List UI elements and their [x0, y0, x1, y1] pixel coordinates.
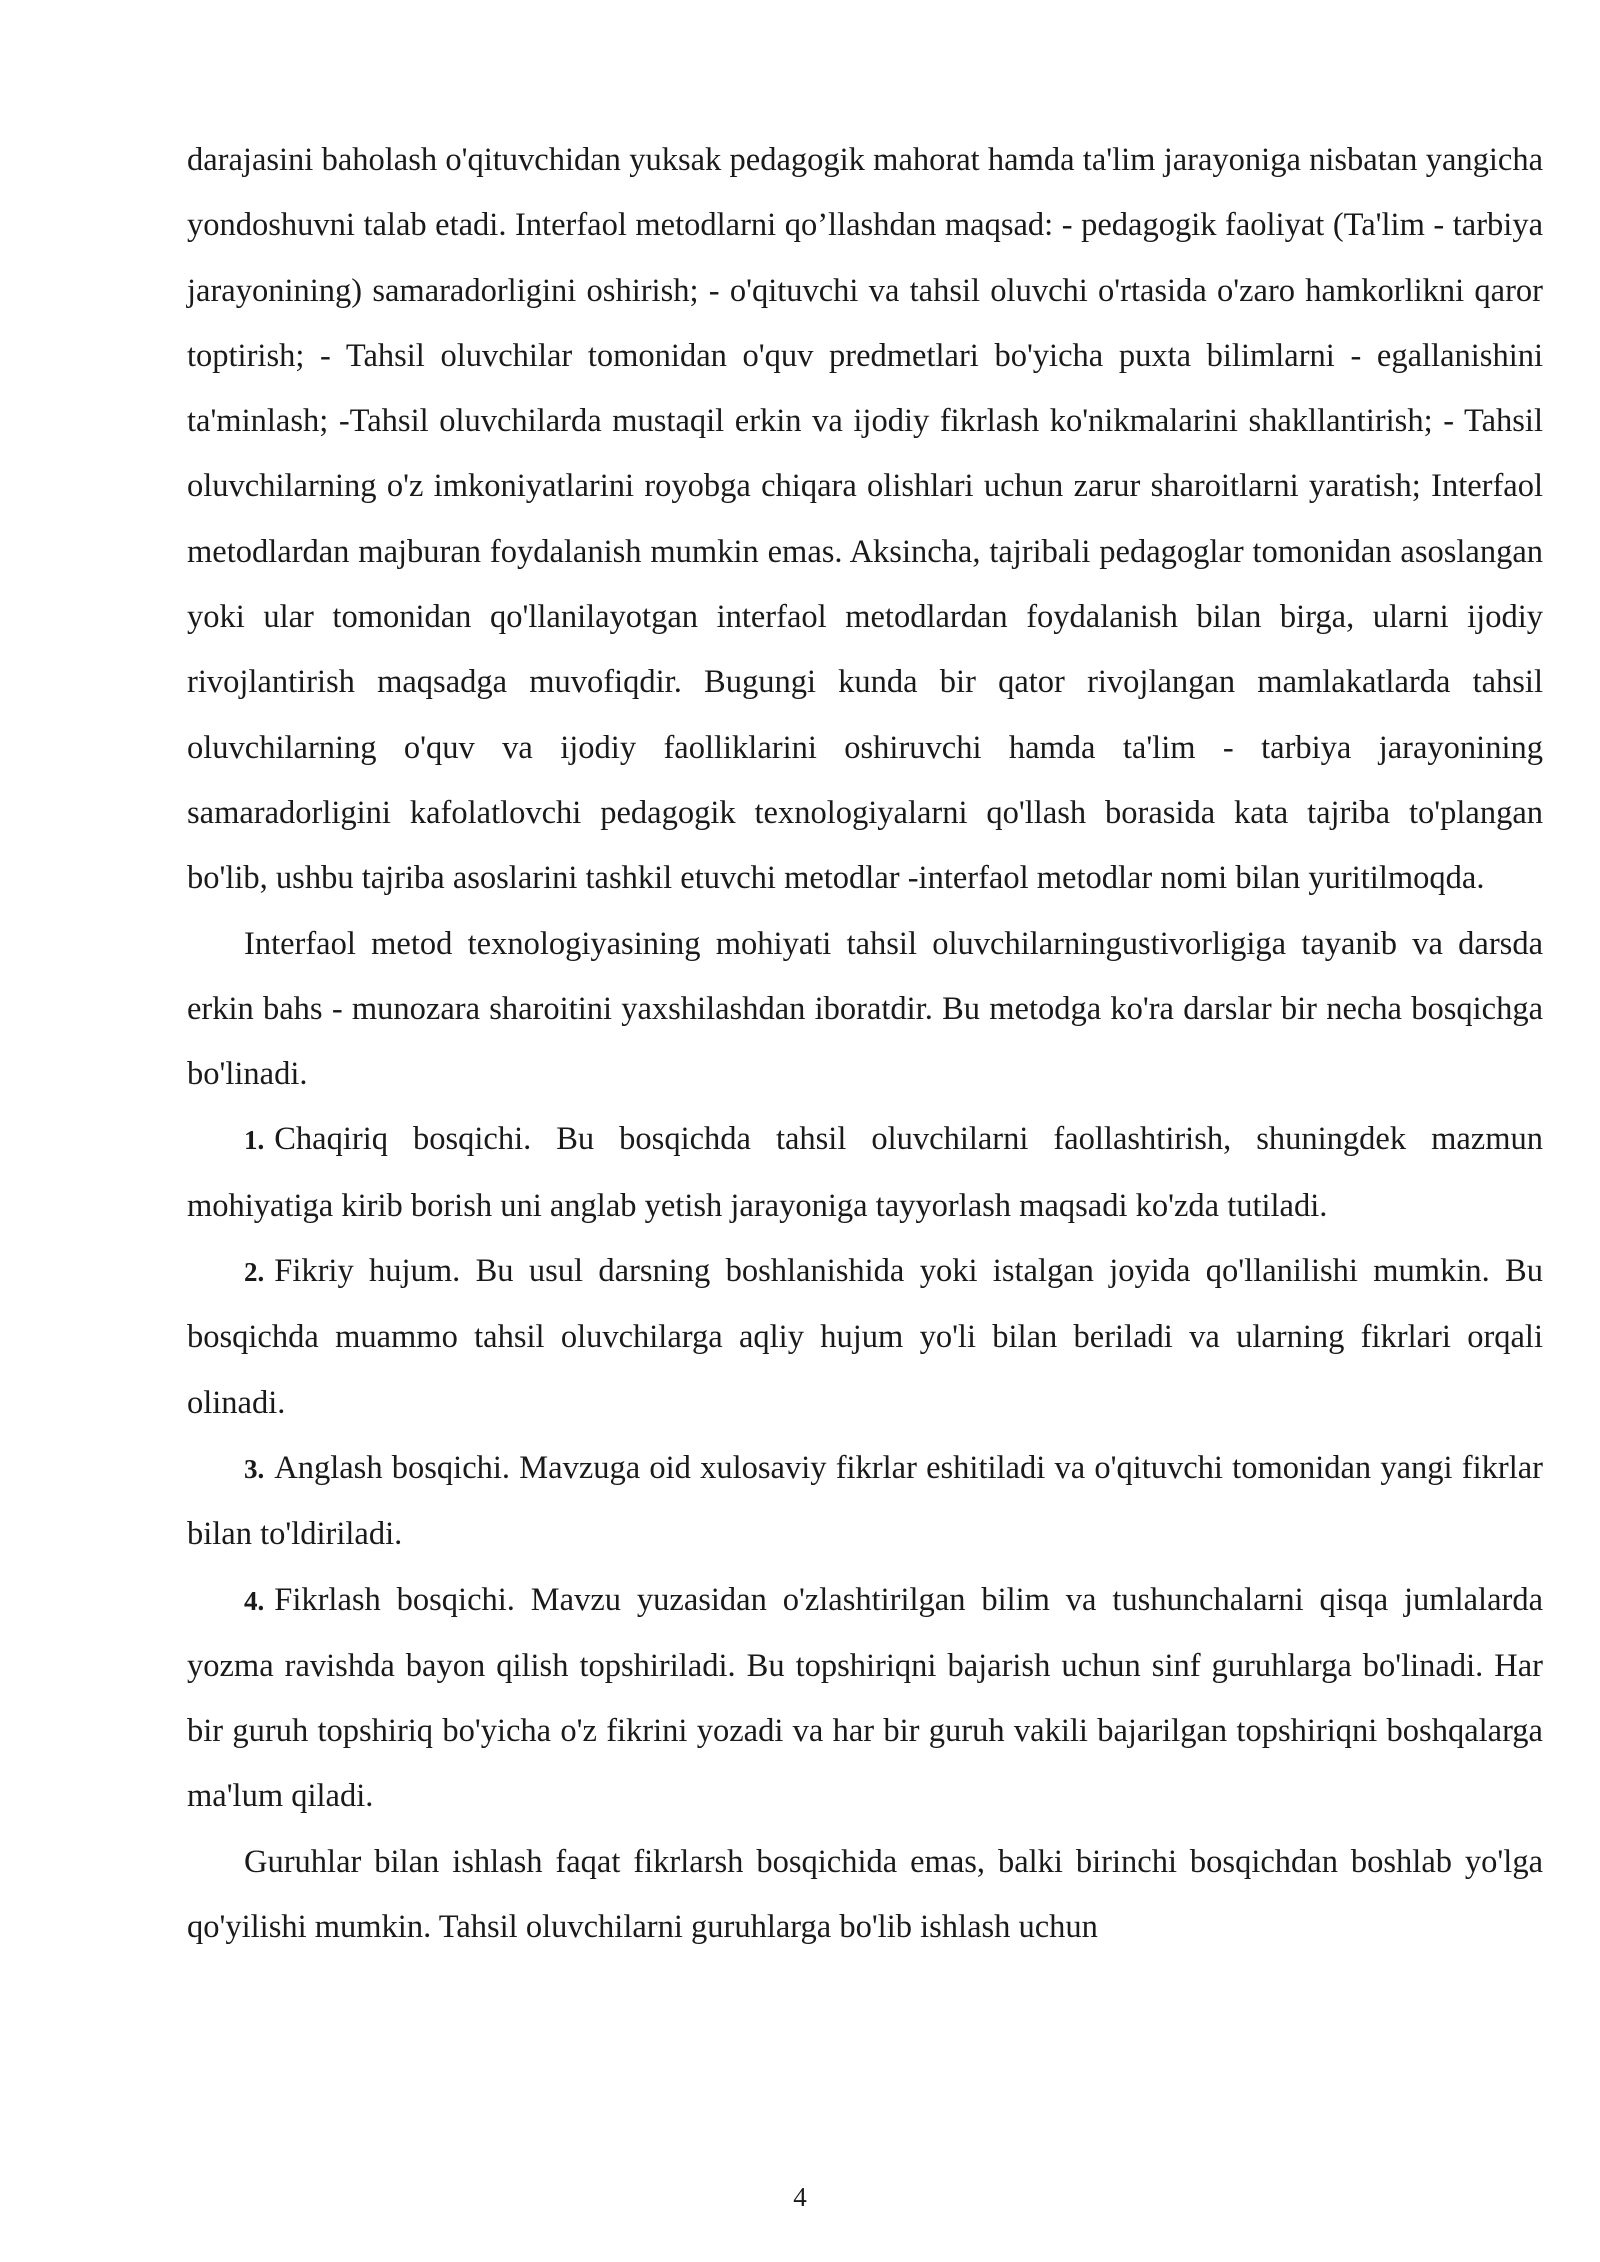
list-item — [187, 1436, 1543, 1568]
list-item — [187, 1107, 1543, 1239]
page-body — [187, 128, 1543, 1960]
list-item — [187, 1568, 1543, 1830]
list-item — [187, 1239, 1543, 1436]
list-item-number: 2. — [244, 1257, 265, 1288]
page-number: 4 — [793, 2182, 807, 2212]
list-item-text: Fikriy hujum. Bu usul darsning boshlanishida yoki istalgan joyida qo'llanilishi mumkin. Bu bosqichda muammo tahsil oluvchilarga aqliy hujum yo'li bilan beriladi va ularning fikrlari orqali olinadi. — [187, 1253, 1543, 1421]
list-item-number: 1. — [244, 1125, 265, 1156]
list-item-text: Chaqiriq bosqichi. Bu bosqichda tahsil oluvchilarni faollashtirish, shuningdek mazmun mohiyatiga kirib borish uni anglab yetish jarayoniga tayyorlash maqsadi ko'zda tutiladi. — [187, 1121, 1543, 1224]
list-item-number: 3. — [244, 1453, 265, 1484]
list-item-text: Anglash bosqichi. Mavzuga oid xulosaviy fikrlar eshitiladi va o'qituvchi tomonidan yangi fikrlar bilan to'ldiriladi. — [187, 1449, 1543, 1553]
paragraph-guruhlar: Guruhlar bilan ishlash faqat fikrlarsh bosqichida emas, balki birinchi bosqichdan boshlab yo'lga qo'yilishi mumkin. Tahsil oluvchilarni guruhlarga bo'lib ishlash uchun — [187, 1843, 1543, 1946]
list-item-number: 4. — [244, 1585, 265, 1616]
paragraph-interfaol-metod: Interfaol metod texnologiyasining mohiyati tahsil oluvchilarningustivorligiga tayanib va darsda erkin bahs - munozara sharoitini yaxshilashdan iboratdir. Bu metodga ko'ra darslar bir necha bosqichga bo'linadi. — [187, 925, 1543, 1093]
list-item-text: Fikrlash bosqichi. Mavzu yuzasidan o'zlashtirilgan bilim va tushunchalarni qisqa jumlalarda yozma ravishda bayon qilish topshiriladi. Bu topshiriqni bajarish uchun sinf guruhlarga bo'linadi. Har bir guruh topshiriq bo'yicha o'z fikrini yozadi va har bir guruh vakili bajarilgan topshiriqni boshqalarga ma'lum qiladi. — [187, 1581, 1543, 1815]
paragraph-continued: darajasini baholash o'qituvchidan yuksak pedagogik mahorat hamda ta'lim jarayoniga nisbatan yangicha yondoshuvni talab etadi. Interfaol metodlarni qo’llashdan maqsad: - pedagogik faoliyat (Ta'lim - tarbiya jarayonining) samaradorligini oshirish; - o'qituvchi va tahsil oluvchi o'rtasida o'zaro hamkorlikni qaror toptirish; - Tahsil oluvchilar tomonidan o'quv predmetlari bo'yicha puxta bilimlarni - egallanishini ta'minlash; -Tahsil oluvchilarda mustaqil erkin va ijodiy fikrlash ko'nikmalarini shakllantirish; - Tahsil oluvchilarning o'z imkoniyatlarini royobga chiqara olishlari uchun zarur sharoitlarni yaratish; Interfaol metodlardan majburan foydalanish mumkin emas. Aksincha, tajribali pedagoglar tomonidan asoslangan yoki ular tomonidan qo'llanilayotgan interfaol metodlardan foydalanish bilan birga, ularni ijodiy rivojlantirish maqsadga muvofiqdir. Bugungi kunda bir qator rivojlangan mamlakatlarda tahsil oluvchilarning o'quv va ijodiy faolliklarini oshiruvchi hamda ta'lim - tarbiya jarayonining samaradorligini kafolatlovchi pedagogik texnologiyalarni qo'llash borasida kata tajriba to'plangan bo'lib, ushbu tajriba asoslarini tashkil etuvchi metodlar -interfaol metodlar nomi bilan yuritilmoqda. — [187, 142, 1543, 897]
